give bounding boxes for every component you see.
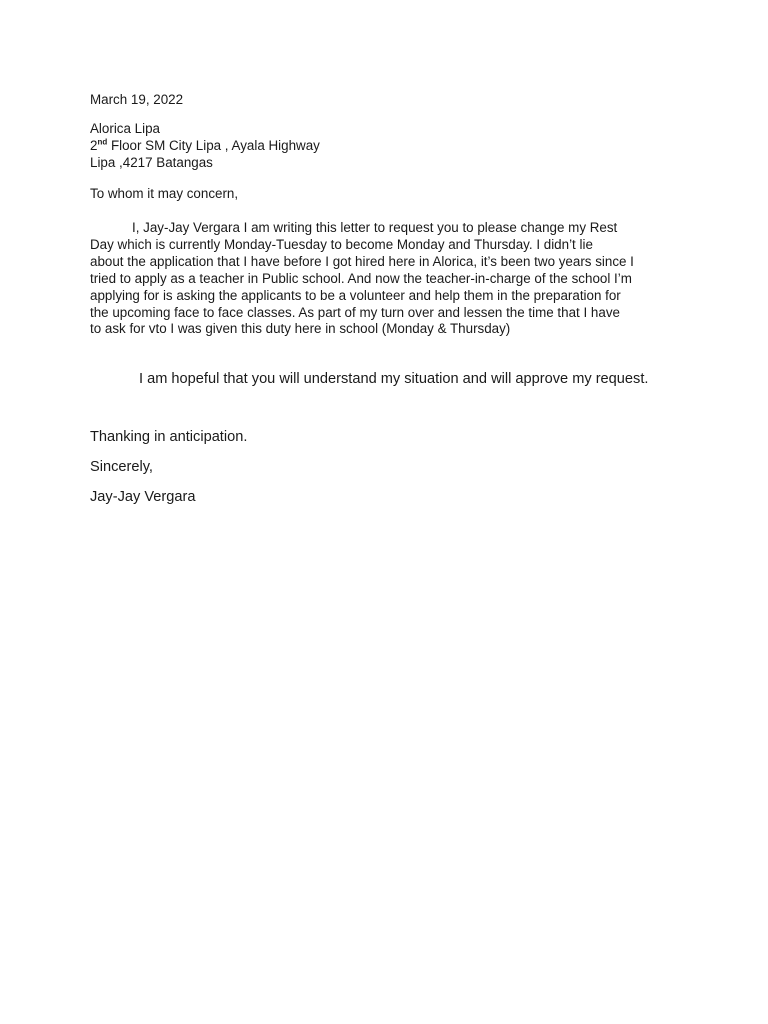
salutation: To whom it may concern,	[90, 186, 239, 201]
letter-date: March 19, 2022	[90, 92, 184, 107]
recipient-company: Alorica Lipa	[90, 121, 160, 136]
body-line: about the application that I have before I got hired here in Alorica, it’s been two years since I	[90, 253, 634, 269]
body-line: applying for is asking the applicants to be a volunteer and help them in the preparation for	[90, 287, 621, 303]
body-line: the upcoming face to face classes. As part of my turn over and lessen the time that I have	[90, 304, 620, 320]
body-line: I, Jay-Jay Vergara I am writing this letter to request you to please change my Rest	[132, 220, 618, 235]
body-line: to ask for vto I was given this duty here in school (Monday & Thursday)	[90, 321, 511, 337]
hopeful-paragraph: I am hopeful that you will understand my situation and will approve my request.	[139, 371, 649, 387]
body-paragraph	[90, 220, 690, 338]
address-line1-rest: Floor SM City Lipa , Ayala Highway	[107, 137, 320, 153]
recipient-address	[90, 121, 320, 172]
closing-line: Sincerely,	[90, 459, 153, 475]
address-floor-ordinal: nd	[97, 137, 108, 147]
thanks-line: Thanking in anticipation.	[90, 429, 248, 445]
body-line: Day which is currently Monday-Tuesday to become Monday and Thursday. I didn’t lie	[90, 236, 593, 252]
recipient-address-line1	[90, 138, 320, 155]
signer-name: Jay-Jay Vergara	[90, 489, 196, 505]
address-floor-number: 2	[90, 137, 98, 153]
body-line: tried to apply as a teacher in Public school. And now the teacher-in-charge of the school I’m	[90, 270, 632, 286]
recipient-address-line2: Lipa ,4217 Batangas	[90, 154, 213, 170]
